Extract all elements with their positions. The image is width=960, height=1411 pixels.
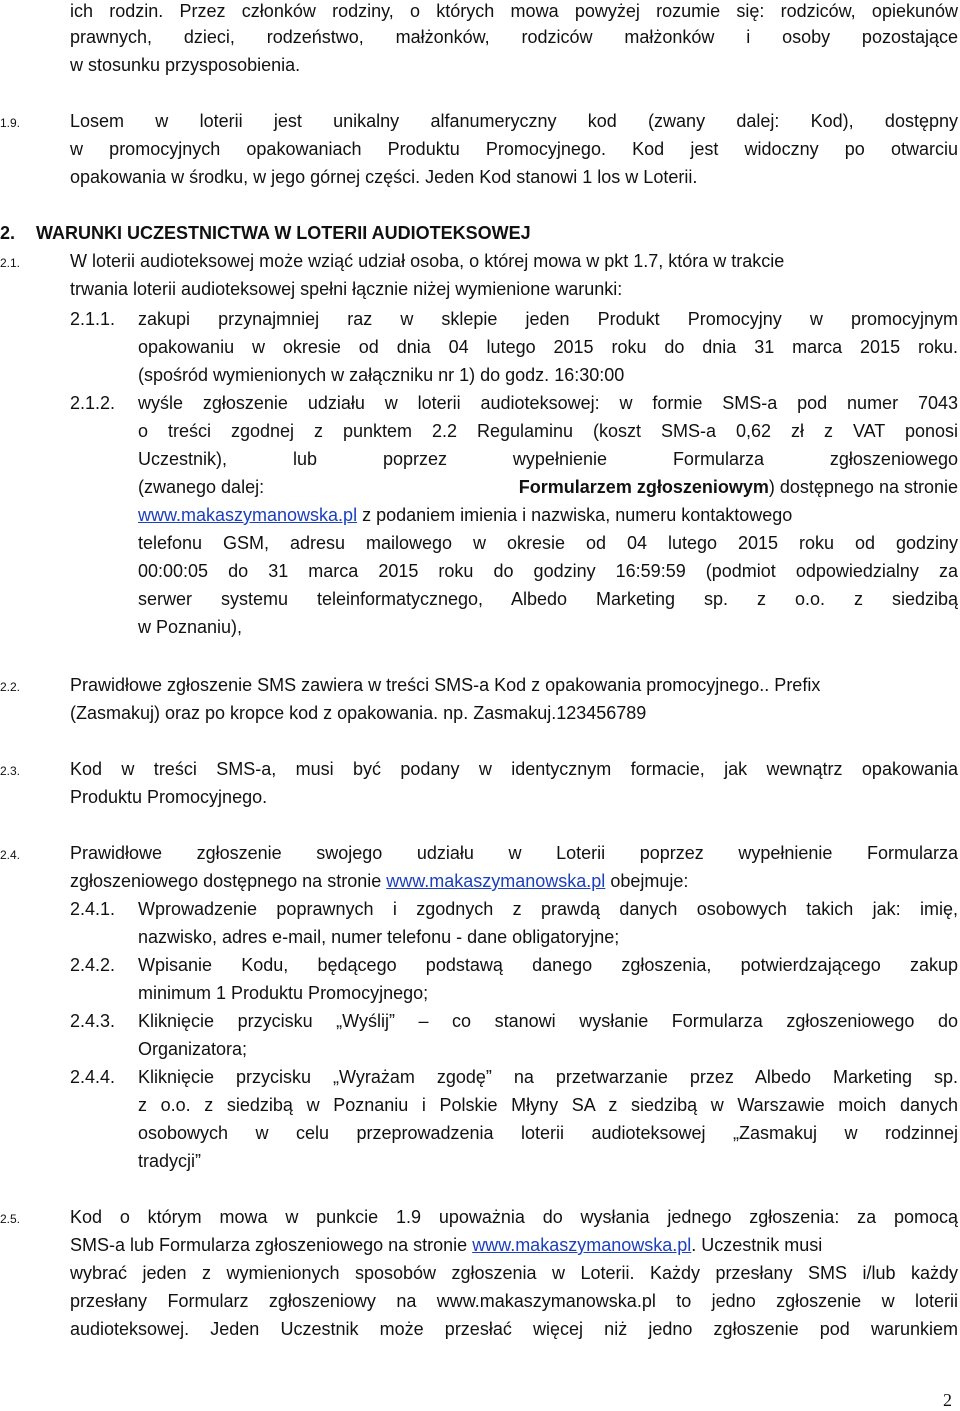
paragraph-line: Losem w loterii jest unikalny alfanumeryczny kod (zwany dalej: Kod), dostępny bbox=[70, 111, 958, 131]
subsection-number: 2.1.1. bbox=[70, 309, 116, 329]
paragraph-line: Wprowadzenie poprawnych i zgodnych z prawdą danych osobowych takich jak: imię, bbox=[138, 899, 958, 919]
intro-line-1: ich rodzin. Przez członków rodziny, o których mowa powyżej rozumie się: rodziców, opiekunów bbox=[70, 1, 958, 21]
paragraph-line: przesłany Formularz zgłoszeniowy na www.makaszymanowska.pl to jedno zgłoszenie w loterii bbox=[70, 1291, 958, 1311]
paragraph-line: w Poznaniu), bbox=[138, 617, 243, 637]
bold-term: Formularzem zgłoszeniowym) dostępnego na stronie bbox=[518, 477, 958, 497]
section-number: 2.3. bbox=[0, 764, 21, 778]
paragraph-line: tradycji” bbox=[138, 1151, 202, 1171]
paragraph-line: Kod w treści SMS-a, musi być podany w identycznym formacie, jak wewnątrz opakowania bbox=[70, 759, 958, 779]
paragraph-line: serwer systemu teleinformatycznego, Albedo Marketing sp. z o.o. z siedzibą bbox=[138, 589, 958, 609]
section-number: 2.2. bbox=[0, 680, 21, 694]
subsection-number: 2.4.1. bbox=[70, 899, 116, 919]
paragraph-line: z o.o. z siedzibą w Poznaniu i Polskie Młyny SA z siedzibą w Warszawie moich danych bbox=[138, 1095, 958, 1115]
paragraph-line: (Zasmakuj) oraz po kropce kod z opakowania. np. Zasmakuj.123456789 bbox=[70, 703, 647, 723]
paragraph-line: Wpisanie Kodu, będącego podstawą danego zgłoszenia, potwierdzającego zakup bbox=[138, 955, 958, 975]
subsection-number: 2.4.2. bbox=[70, 955, 116, 975]
section-number: 2.4. bbox=[0, 848, 21, 862]
intro-line-3: w stosunku przysposobienia. bbox=[70, 55, 301, 75]
website-link[interactable]: www.makaszymanowska.pl bbox=[472, 1235, 692, 1255]
paragraph-line: telefonu GSM, adresu mailowego w okresie od 04 lutego 2015 roku od godziny bbox=[138, 533, 958, 553]
paragraph-line: o treści zgodnej z punktem 2.2 Regulaminu (koszt SMS-a 0,62 zł z VAT ponosi bbox=[138, 421, 958, 441]
paragraph-line: minimum 1 Produktu Promocyjnego; bbox=[138, 983, 429, 1003]
paragraph-line: Kod o którym mowa w punkcie 1.9 upoważnia do wysłania jednego zgłoszenia: za pomocą bbox=[70, 1207, 958, 1227]
section-heading-number: 2. bbox=[0, 223, 16, 243]
paragraph-line: Produktu Promocyjnego. bbox=[70, 787, 268, 807]
section-number: 1.9. bbox=[0, 116, 21, 130]
paragraph-line: Prawidłowe zgłoszenie SMS zawiera w treści SMS-a Kod z opakowania promocyjnego.. Prefix bbox=[70, 675, 821, 695]
section-heading: WARUNKI UCZESTNICTWA W LOTERII AUDIOTEKSOWEJ bbox=[36, 223, 531, 243]
paragraph-line: osobowych w celu przeprowadzenia loterii audioteksowej „Zasmakuj w rodzinnej bbox=[138, 1123, 958, 1143]
paragraph-line: w promocyjnych opakowaniach Produktu Promocyjnego. Kod jest widoczny po otwarciu bbox=[70, 139, 958, 159]
subsection-number: 2.4.3. bbox=[70, 1011, 116, 1031]
paragraph-line: audioteksowej. Jeden Uczestnik może przesłać więcej niż jedno zgłoszenie pod warunkiem bbox=[70, 1319, 958, 1339]
paragraph-line: Kliknięcie przycisku „Wyślij” – co stanowi wysłanie Formularza zgłoszeniowego do bbox=[138, 1011, 958, 1031]
paragraph-line: Organizatora; bbox=[138, 1039, 248, 1059]
paragraph-line: W loterii audioteksowej może wziąć udział osoba, o której mowa w pkt 1.7, która w trakcie bbox=[70, 251, 785, 271]
paragraph-line bbox=[138, 474, 958, 500]
paragraph-line: SMS-a lub Formularza zgłoszeniowego na stronie www.makaszymanowska.pl. Uczestnik musi bbox=[70, 1235, 823, 1255]
paragraph-line: nazwisko, adres e-mail, numer telefonu - dane obligatoryjne; bbox=[138, 927, 620, 947]
section-number: 2.1. bbox=[0, 256, 21, 270]
paragraph-line: opakowaniu w okresie od dnia 04 lutego 2015 roku do dnia 31 marca 2015 roku. bbox=[138, 337, 958, 357]
paragraph-line: Prawidłowe zgłoszenie swojego udziału w Loterii poprzez wypełnienie Formularza bbox=[70, 843, 958, 863]
paragraph-line: wybrać jeden z wymienionych sposobów zgłoszenia w Loterii. Każdy przesłany SMS i/lub każdy bbox=[70, 1263, 958, 1283]
website-link[interactable]: www.makaszymanowska.pl bbox=[138, 505, 358, 525]
paragraph-line: opakowania w środku, w jego górnej części. Jeden Kod stanowi 1 los w Loterii. bbox=[70, 167, 698, 187]
intro-line-2: prawnych, dzieci, rodzeństwo, małżonków, rodziców małżonków i osoby pozostające bbox=[70, 27, 958, 47]
paragraph-line: trwania loterii audioteksowej spełni łącznie niżej wymienione warunki: bbox=[70, 279, 623, 299]
text-span: (zwanego dalej: bbox=[138, 477, 265, 497]
paragraph-line: www.makaszymanowska.pl z podaniem imienia i nazwiska, numeru kontaktowego bbox=[138, 505, 793, 525]
subsection-number: 2.4.4. bbox=[70, 1067, 116, 1087]
subsection-number: 2.1.2. bbox=[70, 393, 116, 413]
paragraph-line: wyśle zgłoszenie udziału w loterii audioteksowej: w formie SMS-a pod numer 7043 bbox=[138, 393, 958, 413]
paragraph-line: 00:00:05 do 31 marca 2015 roku do godziny 16:59:59 (podmiot odpowiedzialny za bbox=[138, 561, 958, 581]
page-number: 2 bbox=[943, 1390, 952, 1410]
paragraph-line: zgłoszeniowego dostępnego na stronie www.makaszymanowska.pl obejmuje: bbox=[70, 871, 689, 891]
paragraph-line: Kliknięcie przycisku „Wyrażam zgodę” na przetwarzanie przez Albedo Marketing sp. bbox=[138, 1067, 958, 1087]
paragraph-line: (spośród wymienionych w załączniku nr 1) do godz. 16:30:00 bbox=[138, 365, 625, 385]
website-link[interactable]: www.makaszymanowska.pl bbox=[386, 871, 606, 891]
paragraph-line: Uczestnik), lub poprzez wypełnienie Formularza zgłoszeniowego bbox=[138, 449, 958, 469]
section-number: 2.5. bbox=[0, 1212, 21, 1226]
paragraph-line: zakupi przynajmniej raz w sklepie jeden Produkt Promocyjny w promocyjnym bbox=[138, 309, 958, 329]
